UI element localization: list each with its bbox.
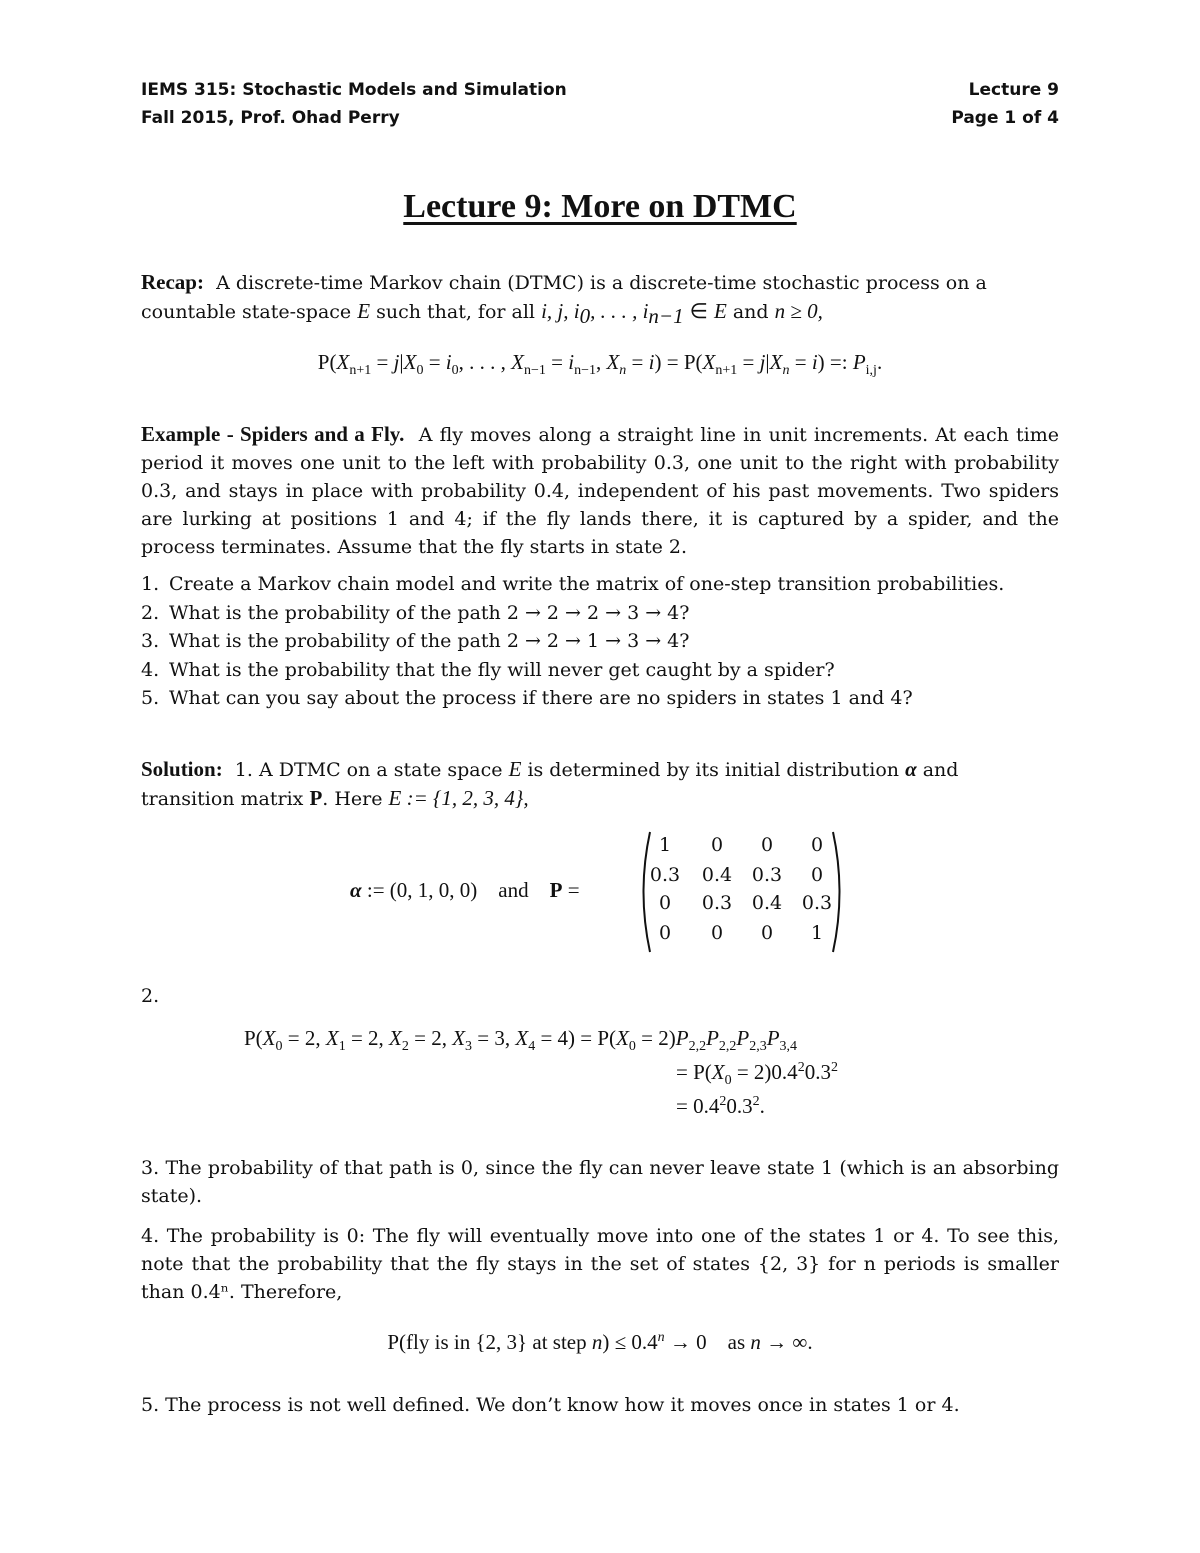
example-text: A fly moves along a straight line in unit increments. At each time period it moves one unit to the left with probability 0.3, one unit to the right with probability 0.3, and stays in place with probability 0.4, independent of his past movements. Two spiders are lurking at positions 1 and 4; if the fly lands there, it is captured by a spider, and the process terminates. Assume that the fly starts in state 2. xyxy=(141,424,1059,558)
example-label: Example - Spiders and a Fly. xyxy=(141,422,405,446)
solution-paragraph: Solution: 1. A DTMC on a state space E is determined by its initial distribution α and transition matrix P. Here E := {1, 2, 3, 4}, xyxy=(141,757,959,810)
list-item: 5. What can you say about the process if there are no spiders in states 1 and 4? xyxy=(141,687,913,709)
path-probability-line-1: $P(X_0 = 2$, $X_1 = 2$, $X_2 = 2$, $X_3 = 3$, $X_4 = 4) = P(X_0 = 2)P_{2,2}P_{2,2}P_{2,3}P_{3,4}$ xyxy=(244,1026,798,1055)
initial-distribution: α := (0, 1, 0, 0) and P = xyxy=(350,878,580,902)
matrix-cell: 0 xyxy=(710,834,724,856)
example-paragraph xyxy=(141,420,1059,561)
absorption-bound-equation: P(fly is in {2, 3} at step $n) \le 0.4^n \to 0$ as n → ∞. xyxy=(387,1330,813,1354)
matrix-cell: 0.4 xyxy=(701,864,733,886)
matrix-cell: 1 xyxy=(658,834,672,856)
solution-label: Solution: xyxy=(141,757,223,781)
recap-label: Recap: xyxy=(141,270,204,294)
recap-line2b: such that, for all xyxy=(376,301,536,323)
solution-2-number: 2. xyxy=(141,985,160,1007)
recap-condition: n ≥ 0, xyxy=(774,299,823,323)
recap-line2c: and xyxy=(732,301,769,323)
matrix-cell: 0.3 xyxy=(751,864,783,886)
list-item: 4. What is the probability that the fly will never get caught by a spider? xyxy=(141,658,835,681)
matrix-cell: 1 xyxy=(810,922,824,944)
matrix-cell: 0 xyxy=(710,922,724,944)
lecture-number: Lecture 9 xyxy=(968,80,1059,100)
matrix-cell: 0 xyxy=(658,892,672,914)
matrix-cell: 0.4 xyxy=(751,892,783,914)
matrix-cell: 0 xyxy=(810,834,824,856)
recap-line2a: countable state-space xyxy=(141,301,352,323)
path-probability-line-2: = $P(X_0 = 2)0.4^20.3^2$ xyxy=(676,1060,838,1089)
solution-4-paragraph: 4. The probability is 0: The fly will eventually move into one of the states 1 or 4. To see this, note that the probability that the fly stays in the set of states {2, 3} for n periods is smaller than 0.4ⁿ. Therefore, xyxy=(141,1225,1059,1303)
markov-property-equation: $P(X_{n+1} = j|X_0 = i_0$, . . . , $X_{n-1} = i_{n-1}$, $X_n = i) = P(X_{n+1} = j|X_n = i)$ =: $P_{i,j}$. xyxy=(317,350,883,379)
path-probability-line-3: = $0.4^20.3^2$. xyxy=(676,1094,765,1118)
solution-5-paragraph: 5. The process is not well defined. We don’t know how it moves once in states 1 or 4. xyxy=(141,1394,960,1416)
course-title: IEMS 315: Stochastic Models and Simulation xyxy=(141,80,567,100)
matrix-right-paren xyxy=(830,830,848,954)
page-title: Lecture 9: More on DTMC xyxy=(403,188,797,225)
transition-matrix-display xyxy=(350,830,870,954)
recap-paragraph: Recap: A discrete-time Markov chain (DTMC) is a discrete-time stochastic process on a countable state-space E such that, for all i, j, $i_0$, . . . , $i_{n-1}$ ∈ E and n ≥ 0, xyxy=(141,270,987,328)
solution-3-paragraph: 3. The probability of that path is 0, since the fly can never leave state 1 (which is an absorbing state). xyxy=(141,1157,1059,1207)
matrix-cell: 0 xyxy=(810,864,824,886)
matrix-cell: 0.3 xyxy=(801,892,833,914)
matrix-cell: 0.3 xyxy=(701,892,733,914)
recap-line1: A discrete-time Markov chain (DTMC) is a discrete-time stochastic process on a xyxy=(216,272,987,294)
matrix-cell: 0 xyxy=(658,922,672,944)
list-item: 3. What is the probability of the path 2 → 2 → 1 → 3 → 4? xyxy=(141,630,690,652)
list-item: 1. Create a Markov chain model and write the matrix of one-step transition probabilities. xyxy=(141,573,1005,595)
matrix-cell: 0 xyxy=(760,834,774,856)
list-item: 2. What is the probability of the path 2 → 2 → 2 → 3 → 4? xyxy=(141,601,690,624)
matrix-cell: 0 xyxy=(760,922,774,944)
course-term: Fall 2015, Prof. Ohad Perry xyxy=(141,108,400,128)
page-indicator: Page 1 of 4 xyxy=(951,108,1059,128)
question-list xyxy=(141,570,1061,713)
matrix-cell: 0.3 xyxy=(649,864,681,886)
